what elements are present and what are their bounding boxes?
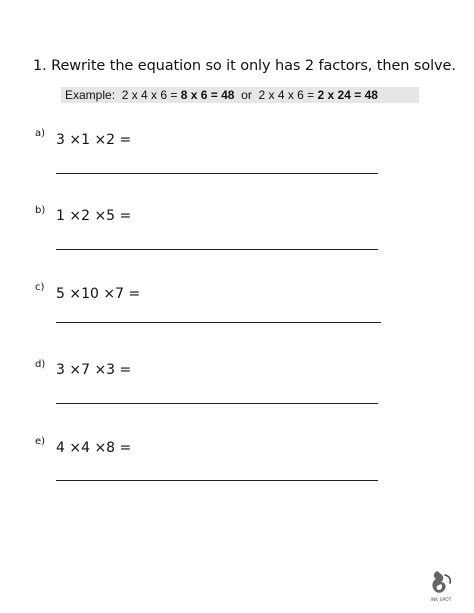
ink-spot-logo-icon — [427, 567, 455, 603]
instruction-heading: 1. Rewrite the equation so it only has 2 factors, then solve. — [33, 58, 456, 74]
example-second-expr: 2 x 4 x 6 = — [258, 88, 315, 102]
answer-line[interactable] — [56, 322, 381, 323]
example-text — [65, 87, 378, 103]
answer-line[interactable] — [56, 480, 378, 481]
example-first-result: 8 x 6 = 48 — [180, 88, 235, 102]
problem-expression: 3 ×7 ×3 = — [56, 362, 132, 378]
problem-letter: c) — [35, 282, 45, 293]
problem-letter: a) — [35, 128, 46, 139]
problem-letter: b) — [35, 205, 46, 216]
example-label: Example: — [65, 88, 116, 102]
example-connector: or — [241, 88, 252, 102]
problem-expression: 4 ×4 ×8 = — [56, 440, 132, 456]
problem-letter: e) — [35, 436, 46, 447]
example-first-expr: 2 x 4 x 6 = — [121, 88, 178, 102]
problem-letter: d) — [35, 359, 46, 370]
ink-spot-logo — [427, 567, 455, 603]
problem-expression: 1 ×2 ×5 = — [56, 208, 132, 224]
logo-text: INK SPOT — [430, 598, 452, 603]
problem-expression: 5 ×10 ×7 = — [56, 286, 141, 302]
answer-line[interactable] — [56, 173, 378, 174]
answer-line[interactable] — [56, 403, 378, 404]
example-box — [61, 87, 419, 103]
example-second-result: 2 x 24 = 48 — [317, 88, 378, 102]
problem-expression: 3 ×1 ×2 = — [56, 132, 132, 148]
answer-line[interactable] — [56, 249, 378, 250]
